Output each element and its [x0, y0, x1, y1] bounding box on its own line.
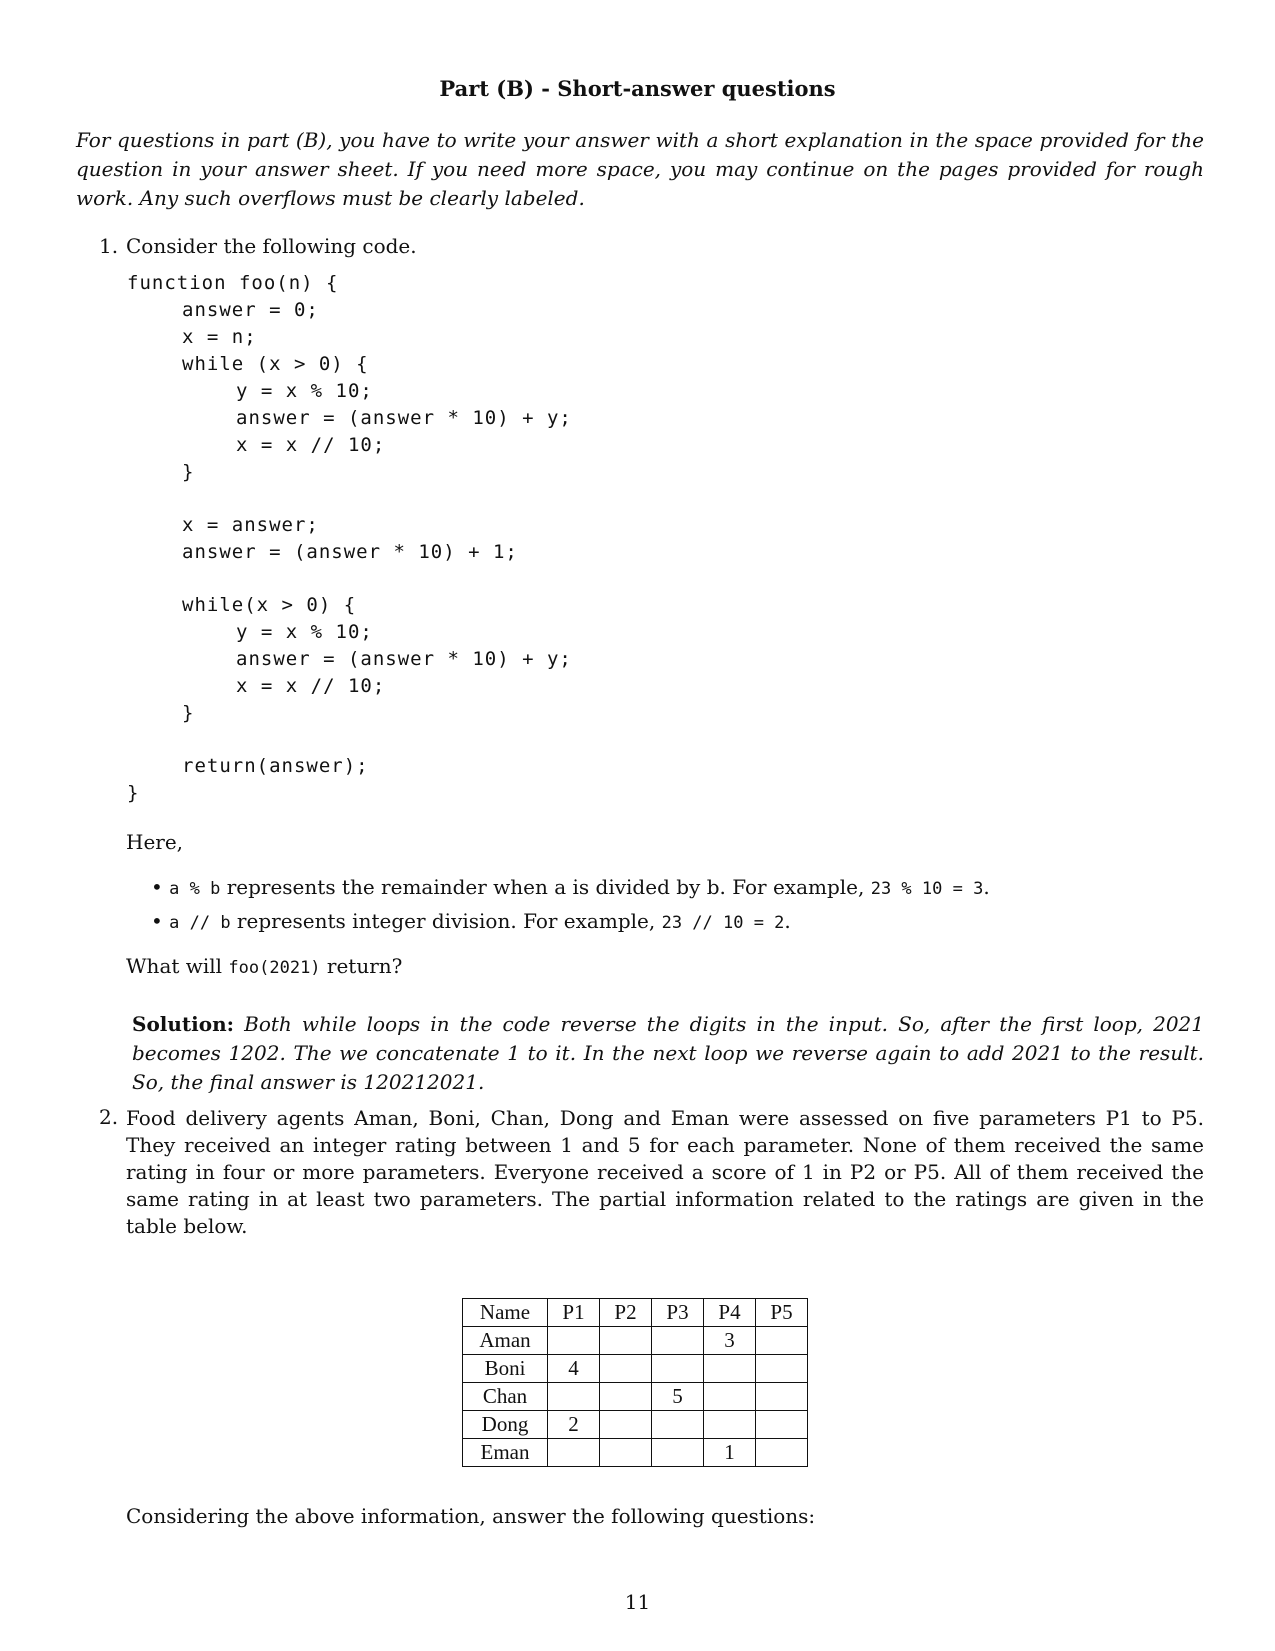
question-1-prompt: Consider the following code.: [126, 234, 417, 258]
table-cell: [548, 1383, 600, 1411]
table-row: [463, 1411, 808, 1439]
code-line: y = x % 10;: [236, 621, 373, 643]
table-header-row: [463, 1299, 808, 1327]
table-cell: [600, 1355, 652, 1383]
code-line: }: [127, 782, 140, 804]
column-header: Name: [463, 1299, 548, 1327]
table-cell: [548, 1327, 600, 1355]
code-line: answer = (answer * 10) + 1;: [182, 541, 518, 563]
code-line: x = answer;: [182, 514, 319, 536]
question-2-followup: Considering the above information, answer the following questions:: [126, 1504, 816, 1528]
table-cell: Eman: [463, 1439, 548, 1467]
table-cell: Aman: [463, 1327, 548, 1355]
table-cell: [756, 1355, 808, 1383]
section-heading: Part (B) - Short-answer questions: [439, 76, 836, 101]
solution-text: Both while loops in the code reverse the digits in the input. So, after the first loop, 2021 becomes 1202. The we concatenate 1 to it. In the next loop we reverse again to add 2021 to the result. So, the final answer is 120212021.: [132, 1012, 1205, 1094]
question-1-number: 1.: [99, 234, 119, 258]
code-line: return(answer);: [182, 755, 369, 777]
table-cell: [704, 1355, 756, 1383]
code-line: y = x % 10;: [236, 380, 373, 402]
table-cell: [600, 1383, 652, 1411]
table-cell: Chan: [463, 1383, 548, 1411]
table-cell: 5: [652, 1383, 704, 1411]
code-line: }: [182, 702, 195, 724]
table-cell: [652, 1355, 704, 1383]
table-cell: [756, 1411, 808, 1439]
solution-label: Solution:: [132, 1012, 235, 1036]
table-cell: [652, 1439, 704, 1467]
table-cell: 4: [548, 1355, 600, 1383]
table-cell: [756, 1439, 808, 1467]
question-1-ask: What will foo(2021) return?: [126, 954, 403, 978]
table-cell: [704, 1383, 756, 1411]
column-header: P3: [652, 1299, 704, 1327]
table-cell: Dong: [463, 1411, 548, 1439]
code-line: function foo(n) {: [127, 272, 339, 294]
code-line: while (x > 0) {: [182, 353, 369, 375]
table-row: [463, 1327, 808, 1355]
column-header: P4: [704, 1299, 756, 1327]
solution: [132, 1010, 1204, 1097]
table-row: [463, 1383, 808, 1411]
table-cell: [756, 1327, 808, 1355]
code-line: answer = (answer * 10) + y;: [236, 407, 572, 429]
instructions: For questions in part (B), you have to write your answer with a short explanation in the space provided for the question in your answer sheet. If you need more space, you may continue on the pages provided for rough work. Any such overflows must be clearly labeled.: [76, 128, 1204, 210]
column-header: P2: [600, 1299, 652, 1327]
code-line: answer = (answer * 10) + y;: [236, 648, 572, 670]
bullet-icon: •: [151, 909, 163, 933]
code-line: x = x // 10;: [236, 675, 386, 697]
code-line: x = n;: [182, 326, 257, 348]
table-cell: Boni: [463, 1355, 548, 1383]
column-header: P1: [548, 1299, 600, 1327]
here-label: Here,: [126, 830, 184, 854]
table-cell: 1: [704, 1439, 756, 1467]
table-cell: [600, 1411, 652, 1439]
bullet-icon: •: [151, 875, 163, 899]
page-number: 11: [624, 1590, 651, 1614]
ratings-table: [462, 1298, 808, 1467]
table-cell: [756, 1383, 808, 1411]
table-cell: [548, 1439, 600, 1467]
table-cell: 2: [548, 1411, 600, 1439]
code-line: while(x > 0) {: [182, 594, 357, 616]
code-line: }: [182, 461, 195, 483]
list-item: • a % b represents the remainder when a is divided by b. For example, 23 % 10 = 3.: [151, 875, 990, 899]
code-line: x = x // 10;: [236, 434, 386, 456]
question-2-text: Food delivery agents Aman, Boni, Chan, Dong and Eman were assessed on five parameters P1 to P5. They received an integer rating between 1 and 5 for each parameter. None of them received the same rating in four or more parameters. Everyone received a score of 1 in P2 or P5. All of them received the same rating in at least two parameters. The partial information related to the ratings are given in the table below.: [126, 1106, 1204, 1238]
table-cell: [704, 1411, 756, 1439]
column-header: P5: [756, 1299, 808, 1327]
code-line: answer = 0;: [182, 299, 319, 321]
table-cell: [600, 1327, 652, 1355]
table-row: [463, 1355, 808, 1383]
table-cell: [652, 1327, 704, 1355]
table-cell: 3: [704, 1327, 756, 1355]
table-row: [463, 1439, 808, 1467]
table-cell: [652, 1411, 704, 1439]
question-2-number: 2.: [99, 1105, 119, 1129]
table-cell: [600, 1439, 652, 1467]
list-item: • a // b represents integer division. For example, 23 // 10 = 2.: [151, 909, 791, 933]
